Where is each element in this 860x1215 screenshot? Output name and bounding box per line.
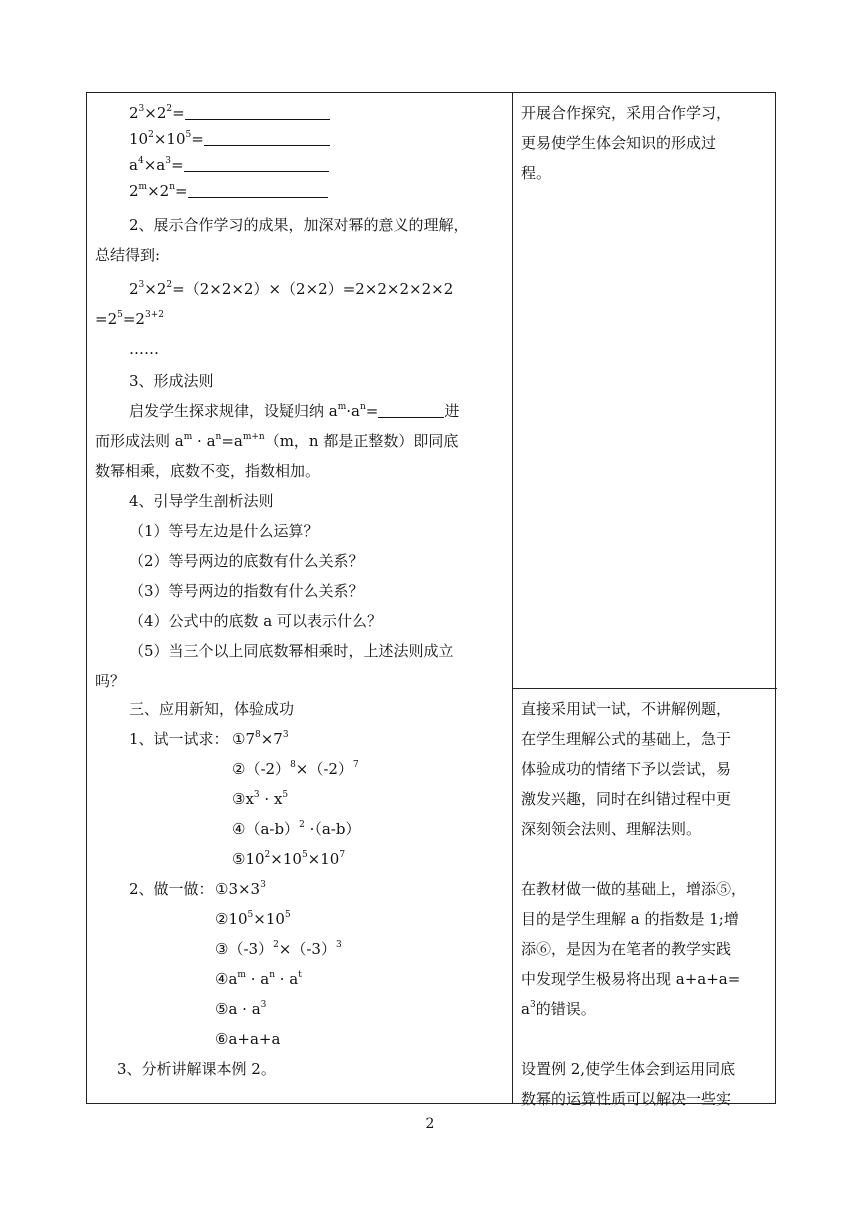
step2-text-cont: 总结得到:	[95, 246, 161, 264]
note3-line: $a^3$的错误。	[521, 1000, 596, 1018]
note1-line: 程。	[521, 164, 552, 182]
exercise-eq1: $2^3\times 2^2=$	[129, 103, 330, 123]
do-item-3: $③(-3)^2\times(-3)^3$	[215, 940, 342, 958]
lesson-table	[86, 92, 776, 1108]
question-4: （4）公式中的底数 a 可以表示什么？	[129, 612, 383, 630]
note3-line: 添⑥，是因为在笔者的教学实践	[521, 940, 732, 958]
exercise-eq4: $2^m\times 2^n=$	[129, 181, 328, 201]
question-5: （5）当三个以上同底数幂相乘时，上述法则成立	[129, 642, 454, 660]
note4-line: 数幂的运算性质可以解决一些实	[521, 1090, 732, 1108]
note2-line: 在学生理解公式的基础上，急于	[521, 730, 732, 748]
do-item-2: $②10^5\times 10^5$	[215, 910, 291, 928]
note3-line: 在教材做一做的基础上，增添⑤，	[521, 880, 747, 898]
rule-line-1: 启发学生探求规律，设疑归纳 $a^m\cdot a^n=$ 进	[129, 402, 460, 420]
do-label: 2、做一做：	[129, 880, 214, 898]
row-divider	[513, 688, 777, 689]
ellipsis: ……	[129, 340, 159, 358]
question-3: （3）等号两边的指数有什么关系？	[129, 582, 364, 600]
page-number: 2	[425, 1116, 435, 1132]
note2-line: 直接采用试一试，不讲解例题，	[521, 700, 732, 718]
step3-heading: 3、形成法则	[129, 372, 214, 390]
step2-text: 2、展示合作学习的成果，加深对幂的意义的理解，	[129, 216, 469, 234]
try-item-5: $⑤10^2\times 10^5\times 10^7$	[232, 850, 346, 868]
derivation-line-2: $=2^5=2^{3+2}$	[95, 310, 164, 328]
note4-line: 设置例 2,使学生体会到运用同底	[521, 1060, 736, 1078]
rule-line-3: 数幂相乘，底数不变，指数相加。	[95, 462, 321, 480]
answer-blank[interactable]	[184, 157, 329, 172]
column-divider	[512, 93, 513, 1103]
section3-heading: 三、应用新知，体验成功	[129, 700, 295, 718]
answer-blank[interactable]	[204, 131, 330, 146]
question-1: （1）等号左边是什么运算？	[129, 522, 319, 540]
try-item-2: $②(-2)^8\times(-2)^7$	[232, 760, 359, 778]
answer-blank[interactable]	[185, 105, 330, 120]
question-5-cont: 吗？	[95, 672, 126, 690]
note3-line: 目的是学生理解 a 的指数是 1;增	[521, 910, 739, 928]
do-item-4: $④a^m \cdot a^n \cdot a^t$	[215, 970, 302, 988]
note2-line: 深刻领会法则、理解法则。	[521, 820, 702, 838]
note1-line: 更易使学生体会知识的形成过	[521, 134, 717, 152]
try-item-4: $④(a-b)^2 \cdot(a-b)$	[232, 820, 361, 838]
try-label: 1、试一试求：	[129, 730, 229, 748]
derivation-line-1: $2^3\times 2^2=(2\times 2\times 2)\times(2\times 2)=2\times 2\times 2\times 2\times 2$	[129, 280, 454, 298]
exercise-eq3: $a^4\times a^3=$	[129, 155, 329, 175]
step4-heading: 4、引导学生剖析法则	[129, 492, 274, 510]
note2-line: 体验成功的情绪下予以尝试，易	[521, 760, 732, 778]
question-2: （2）等号两边的底数有什么关系？	[129, 552, 364, 570]
do-item-6: ⑥a+a+a	[215, 1030, 281, 1048]
example-text: 3、分析讲解课本例 2。	[117, 1060, 276, 1078]
note1-line: 开展合作探究，采用合作学习，	[521, 104, 732, 122]
do-item-1: $①3\times 3^3$	[215, 880, 266, 898]
answer-blank[interactable]	[188, 183, 328, 198]
note3-line: 中发现学生极易将出现 a+a+a=	[521, 970, 741, 988]
rule-line-2: 而形成法则 $a^m \cdot a^n=a^{m+n}(m$，n 都是正整数）即同底	[95, 432, 459, 450]
exercise-eq2: $10^2\times 10^5=$	[129, 129, 330, 149]
answer-blank[interactable]	[378, 403, 444, 418]
note2-line: 激发兴趣，同时在纠错过程中更	[521, 790, 732, 808]
do-item-5: ⑤a · $a^3$	[215, 1000, 267, 1018]
try-item-1: $①7^8\times 7^3$	[232, 730, 289, 748]
try-item-3: $③x^3 \cdot x^5$	[232, 790, 289, 808]
